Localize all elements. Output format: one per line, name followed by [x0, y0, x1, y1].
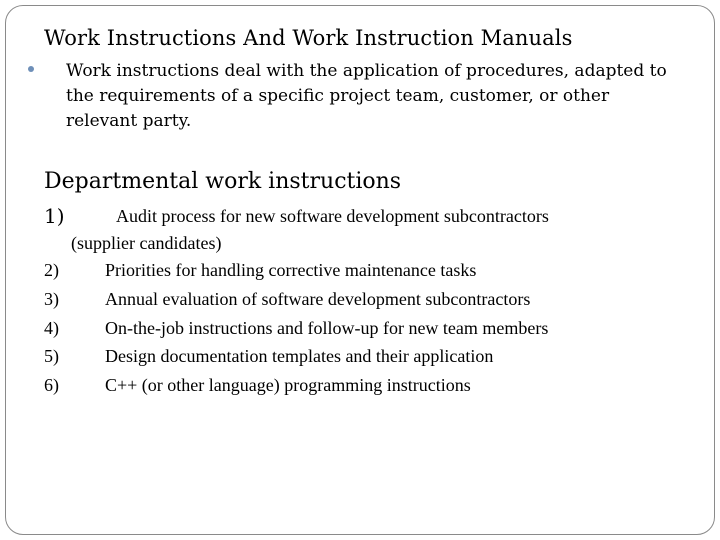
list-item [44, 204, 684, 258]
list-item-number: 6) [44, 375, 59, 396]
list-item [44, 344, 684, 373]
list-item-text: On-the-job instructions and follow-up for new team members [105, 317, 549, 338]
list-item [44, 258, 684, 287]
list-item-number: 4) [44, 317, 59, 338]
bullet-text: Work instructions deal with the application of procedures, adapted to the requirements of a specific project team, customer, or other relevant party. [66, 61, 667, 131]
list-item-continuation: (supplier candidates) [71, 233, 222, 253]
bullet-dot-icon [28, 66, 34, 72]
list-item-text: Priorities for handling corrective maintenance tasks [105, 260, 477, 280]
list-item-number: 3) [44, 288, 59, 309]
slide-title: Work Instructions And Work Instruction Manuals [44, 26, 573, 50]
bullet-point [28, 59, 678, 134]
list-item-text: Annual evaluation of software development subcontractors [105, 288, 531, 309]
list-item-text: Audit process for new software development subcontractors [116, 206, 549, 226]
section-heading: Departmental work instructions [44, 169, 402, 194]
list-item-number: 5) [44, 346, 59, 367]
list-item [44, 373, 684, 402]
list-item [44, 287, 684, 316]
list-item-number: 2) [44, 260, 59, 280]
list-item-text: C++ (or other language) programming instructions [105, 375, 471, 396]
slide-frame [5, 5, 715, 535]
numbered-list [44, 204, 684, 402]
list-item-text: Design documentation templates and their application [105, 346, 494, 367]
list-item [44, 316, 684, 345]
list-item-number: 1) [44, 204, 65, 228]
